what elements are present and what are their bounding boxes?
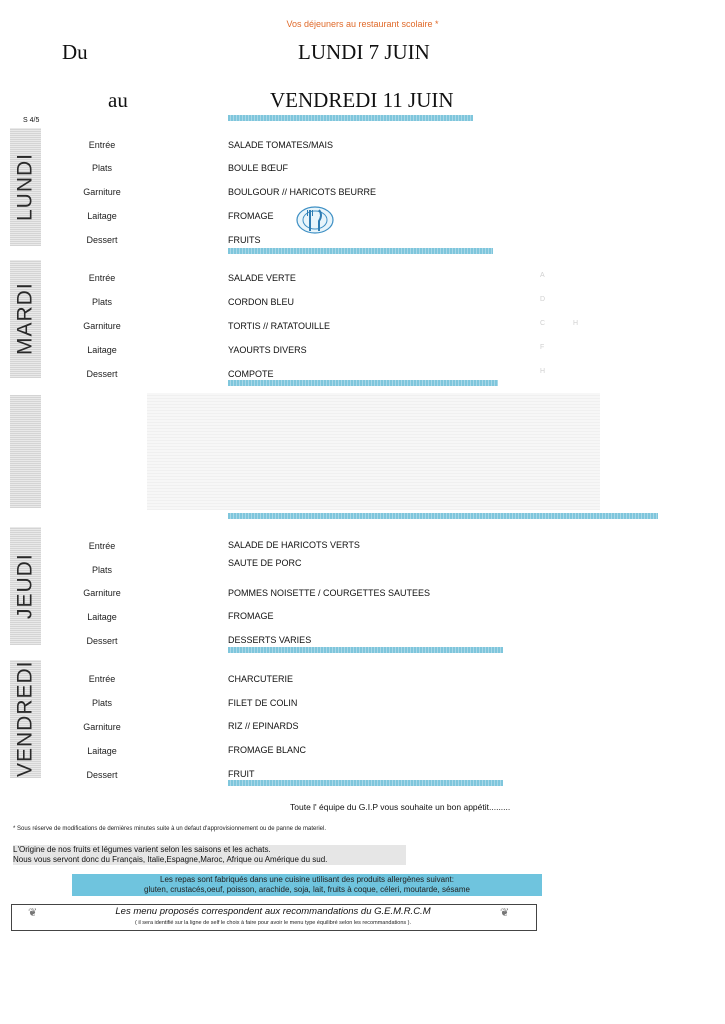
- day-block-lundi: [10, 128, 41, 246]
- category-label: Entrée: [88, 541, 116, 551]
- dish-label: RIZ // EPINARDS: [228, 721, 299, 731]
- day-name-mardi: MARDI: [13, 282, 37, 356]
- category-label: Entrée: [88, 273, 116, 283]
- sprout-icon: ❦: [500, 907, 510, 919]
- footnote: * Sous réserve de modifications de dernières minutes suite à un defaut d'approvisionnement ou de panne de materiel.: [13, 826, 327, 832]
- category-label: Laitage: [87, 345, 117, 355]
- dish-label: CORDON BLEU: [228, 297, 295, 307]
- dish-label: FROMAGE: [228, 611, 274, 621]
- du-label: Du: [62, 40, 88, 64]
- category-label: Garniture: [83, 187, 121, 197]
- category-label: Plats: [91, 565, 112, 575]
- day-block-jeudi: [10, 527, 41, 645]
- category-label: Entrée: [88, 674, 116, 684]
- dish-label: CHARCUTERIE: [228, 674, 294, 684]
- dish-label: FROMAGE BLANC: [228, 745, 307, 755]
- day-name-jeudi: JEUDI: [13, 553, 37, 619]
- faint-mark: H: [540, 368, 546, 375]
- day-separator-band: [228, 513, 658, 519]
- closing-message: Toute l' équipe du G.I.P vous souhaite un bon appétit.........: [290, 802, 511, 812]
- fork-knife-plate-icon: [296, 205, 334, 235]
- header-band: [228, 115, 473, 121]
- day-separator-band: [228, 248, 493, 254]
- faint-mark: D: [540, 296, 546, 303]
- dish-label: SALADE TOMATES/MAIS: [228, 140, 334, 150]
- category-label: Garniture: [83, 722, 121, 732]
- day-block-mardi: [10, 260, 41, 378]
- dish-label: SAUTE DE PORC: [228, 558, 302, 568]
- dish-label: DESSERTS VARIES: [228, 635, 312, 645]
- category-label: Dessert: [86, 369, 118, 379]
- dish-label: FILET DE COLIN: [228, 698, 298, 708]
- day-name-vendredi: VENDREDI: [13, 660, 37, 778]
- faint-mark: C: [540, 320, 546, 327]
- category-label: Dessert: [86, 235, 118, 245]
- dish-label: TORTIS // RATATOUILLE: [228, 321, 331, 331]
- date-from: LUNDI 7 JUIN: [298, 40, 430, 64]
- dish-label: YAOURTS DIVERS: [228, 345, 307, 355]
- day-name-lundi: LUNDI: [13, 153, 37, 222]
- allergen-line-2: gluten, crustacés,oeuf, poisson, arachide, soja, lait, fruits à coque, céleri, moutarde, sésame: [144, 885, 470, 894]
- day-separator-band: [228, 780, 503, 786]
- day-separator-band: [228, 380, 498, 386]
- au-label: au: [108, 88, 128, 112]
- date-to: VENDREDI 11 JUIN: [270, 88, 454, 112]
- dish-label: BOULE BŒUF: [228, 163, 289, 173]
- day-block-vendredi: [10, 660, 41, 778]
- recommendation-subtitle: ( il sera identifié sur la ligne de self le choix à faire pour avoir le menu type équilibré selon les recommandations ).: [134, 920, 412, 926]
- category-label: Laitage: [87, 746, 117, 756]
- category-label: Dessert: [86, 770, 118, 780]
- day-separator-band: [228, 647, 503, 653]
- blurred-area: [147, 393, 600, 510]
- dish-label: FROMAGE: [228, 211, 274, 221]
- recommendation-title: Les menu proposés correspondent aux recommandations du G.E.M.R.C.M: [115, 906, 431, 917]
- week-code: S 4/5: [23, 117, 40, 124]
- top-note: Vos déjeuners au restaurant scolaire *: [286, 19, 439, 29]
- faint-mark: F: [540, 344, 545, 351]
- dish-label: COMPOTE: [228, 369, 274, 379]
- dish-label: FRUIT: [228, 769, 255, 779]
- dish-label: SALADE DE HARICOTS VERTS: [228, 540, 360, 550]
- dish-label: POMMES NOISETTE / COURGETTES SAUTEES: [228, 588, 431, 598]
- category-label: Plats: [91, 163, 112, 173]
- faint-mark: H: [573, 320, 579, 327]
- category-label: Garniture: [83, 321, 121, 331]
- category-label: Plats: [91, 297, 112, 307]
- dish-label: FRUITS: [228, 235, 261, 245]
- category-label: Dessert: [86, 636, 118, 646]
- allergen-line-1: Les repas sont fabriqués dans une cuisine utilisant des produits allergènes suivant:: [160, 875, 454, 884]
- sprout-icon: ❦: [28, 907, 38, 919]
- origin-line-2: Nous vous servont donc du Français, Italie,Espagne,Maroc, Afrique ou Amérique du sud.: [13, 855, 328, 864]
- blank-day-block: [10, 395, 41, 508]
- faint-mark: A: [540, 272, 545, 279]
- origin-line-1: L'Origine de nos fruits et légumes varient selon les saisons et les achats.: [13, 845, 271, 854]
- category-label: Entrée: [88, 140, 116, 150]
- category-label: Plats: [91, 698, 112, 708]
- dish-label: SALADE VERTE: [228, 273, 296, 283]
- category-label: Garniture: [83, 588, 121, 598]
- category-label: Laitage: [87, 211, 117, 221]
- dish-label: BOULGOUR // HARICOTS BEURRE: [228, 187, 377, 197]
- category-label: Laitage: [87, 612, 117, 622]
